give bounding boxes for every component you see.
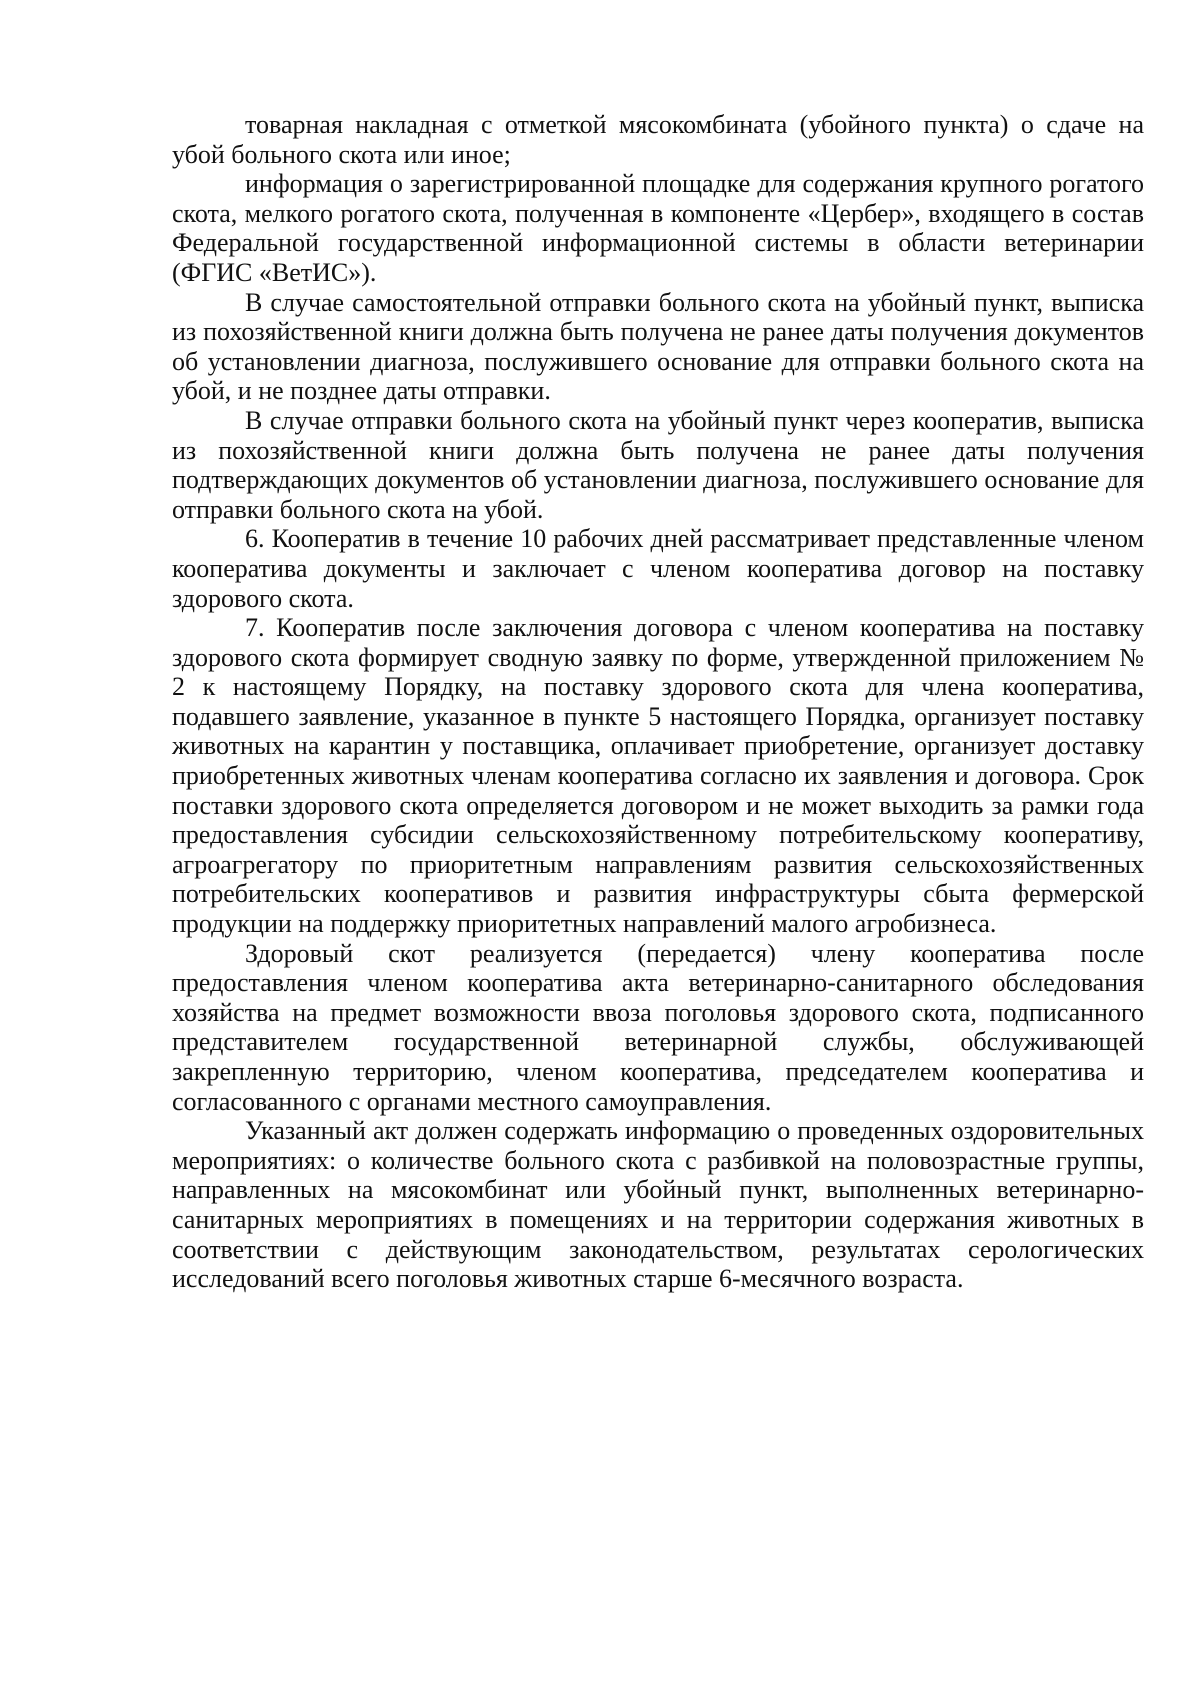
paragraph-item-6: 6. Кооператив в течение 10 рабочих дней рассматривает представленные членом кооператива документы и заключает с членом кооператива договор на поставку здорового скота.	[172, 524, 1144, 613]
paragraph-self-shipment: В случае самостоятельной отправки больного скота на убойный пункт, выписка из похозяйственной книги должна быть получена не ранее даты получения документов об установлении диагноза, послужившего основание для отправки больного скота на убой, и не позднее даты отправки.	[172, 287, 1144, 406]
paragraph-act-contents: Указанный акт должен содержать информацию о проведенных оздоровительных мероприятиях: о количестве больного скота с разбивкой на половозрастные группы, направленных на мясокомбинат или убойный пункт, выполненных ветеринарно-санитарных мероприятиях в помещениях и на территории содержания животных в соответствии с действующим законодательством, результатах серологических исследований всего поголовья животных старше 6-месячного возраста.	[172, 1116, 1144, 1294]
paragraph-registered-site-info: информация о зарегистрированной площадке для содержания крупного рогатого скота, мелкого рогатого скота, полученная в компоненте «Цербер», входящего в состав Федеральной государственной информационной системы в области ветеринарии (ФГИС «ВетИС»).	[172, 169, 1144, 287]
document-body	[172, 110, 1144, 1294]
paragraph-invoice: товарная накладная с отметкой мясокомбината (убойного пункта) о сдаче на убой больного скота или иное;	[172, 110, 1144, 169]
paragraph-cooperative-shipment: В случае отправки больного скота на убойный пункт через кооператив, выписка из похозяйственной книги должна быть получена не ранее даты получения подтверждающих документов об установлении диагноза, послужившего основание для отправки больного скота на убой.	[172, 405, 1144, 524]
paragraph-item-7: 7. Кооператив после заключения договора с членом кооператива на поставку здорового скота формирует сводную заявку по форме, утвержденной приложением № 2 к настоящему Порядку, на поставку здорового скота для члена кооператива, подавшего заявление, указанное в пункте 5 настоящего Порядка, организует поставку животных на карантин у поставщика, оплачивает приобретение, организует доставку приобретенных животных членам кооператива согласно их заявления и договора. Срок поставки здорового скота определяется договором и не может выходить за рамки года предоставления субсидии сельскохозяйственному потребительскому кооперативу, агроагрегатору по приоритетным направлениям развития сельскохозяйственных потребительских кооперативов и развития инфраструктуры сбыта фермерской продукции на поддержку приоритетных направлений малого агробизнеса.	[172, 613, 1144, 939]
paragraph-healthy-livestock-transfer: Здоровый скот реализуется (передается) члену кооператива после предоставления членом кооператива акта ветеринарно-санитарного обследования хозяйства на предмет возможности ввоза поголовья здорового скота, подписанного представителем государственной ветеринарной службы, обслуживающей закрепленную территорию, членом кооператива, председателем кооператива и согласованного с органами местного самоуправления.	[172, 938, 1144, 1116]
